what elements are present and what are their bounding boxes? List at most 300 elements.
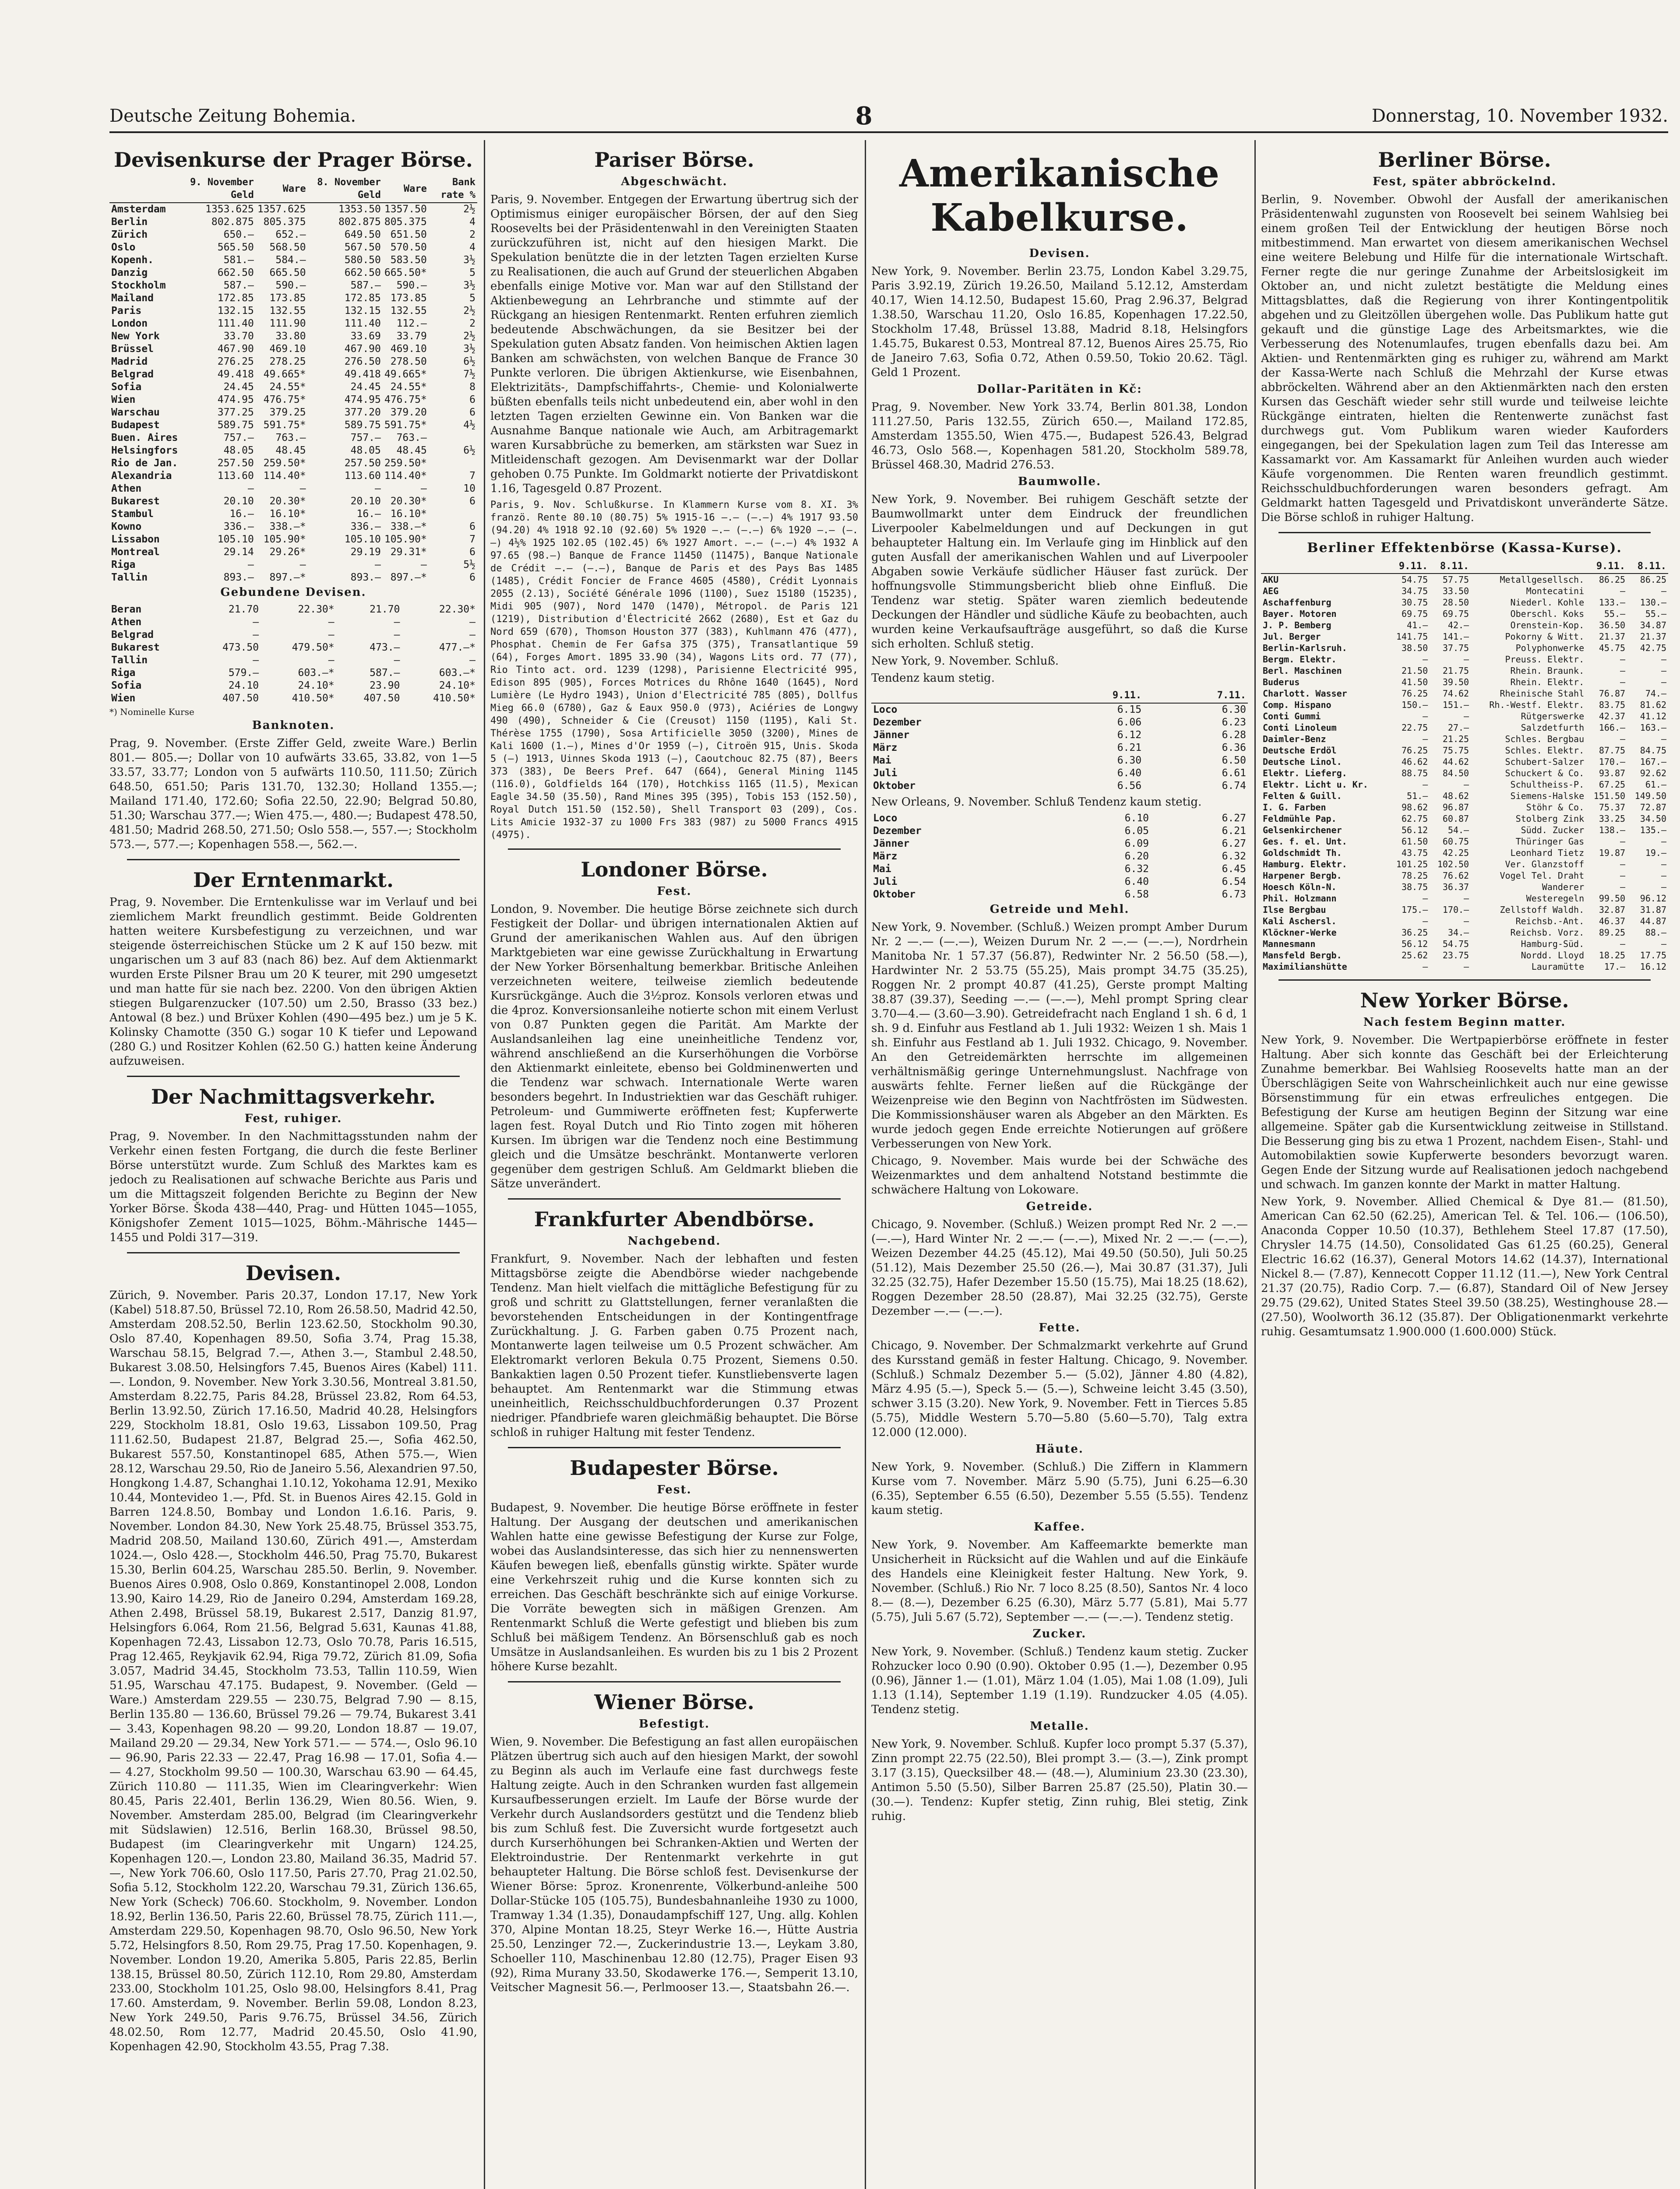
table-cell: 805.375 xyxy=(263,216,306,228)
column-rule xyxy=(1254,140,1256,2189)
table-cell: — xyxy=(1620,836,1626,847)
table-cell: 579.— xyxy=(228,667,259,679)
table-cell: — xyxy=(1661,882,1666,892)
table-cell: 1353.50 xyxy=(338,204,381,215)
londoner-boerse-text: London, 9. November. Die heutige Börse zeichnete sich durch Festigkeit der Dollar- und übrigen internationalen Aktien auf Grund der amerikanischen Wahlen aus. Auf den übrigen Marktgebieten war eine gewisse Zurückhaltung in Erwartung der New Yorker Börsenhaltung bemerkbar. Britische Anleihen verzeichneten weitere, teilweise ziemlich bedeutende Kursrückgänge. Auch die 3½proz. Konsols verloren etwas und die 4proz. Konversionsanleihe notierte schon mit einem Verlust von 0.87 Punkten gegen die Parität. Am Markte der Auslandsanleihen lag eine uneinheitliche Tendenz vor, während anschließend an die Kurserhöhungen die Vorbörse den Aktienmarkt einleitete, ebenso bei Goldminenwerten und die Tendenz war schwach. Internationale Werte waren besonders begehrt. In Industriektien war das Geschäft ruhiger. Petroleum- und Gummiwerte eröffneten fest; Kupferwerte lagen fest. Royal Dutch und Rio Tinto zogen mit höheren Kursen. Im übrigen war die Tendenz noch eine Bestimmung gleich und die Umsätze beschränkt. Montanwerte verloren gegenüber dem gestrigen Schluß. Am Geldmarkt blieben die Sätze unverändert. xyxy=(490,903,858,1190)
table-cell: Schultheiss-P. xyxy=(1510,779,1585,790)
table-cell: — xyxy=(328,655,335,666)
table-cell: 379.20 xyxy=(390,407,427,418)
baumwolle-subheading: Baumwolle. xyxy=(1018,475,1102,488)
table-cell: 24.10* xyxy=(298,680,335,691)
table-cell: — xyxy=(328,616,335,628)
table-row xyxy=(871,780,1248,792)
table-cell: Schles. Bergbau xyxy=(1505,734,1585,744)
table-cell: Hamburg-Süd. xyxy=(1521,939,1585,949)
table-row xyxy=(109,203,477,216)
table-cell: 581.— xyxy=(223,254,254,266)
table-row xyxy=(109,419,477,432)
table-cell: New York xyxy=(111,331,160,342)
table-row xyxy=(109,603,477,616)
table-cell: — xyxy=(1661,654,1666,665)
table-cell: 6 xyxy=(469,546,475,558)
getreide-mehl-text: New York, 9. November. (Schluß.) Weizen prompt Amber Durum Nr. 2 —.— (—.—), Weizen Durum Nr. 2 —.— (—.—), Nordrhein Manitoba Nr. 1 57.37 (56.87), Redwinter Nr. 2 56.50 (58.—), Hardwinter Nr. 2 53.75 (55.25), Mais prompt 34.75 (35.25), Roggen Nr. 2 prompt 40.87 (41.25), Gerste prompt Malting 38.87 (39.37), Seeding —.— (—.—), Mehl prompt Spring clear 3.70—4.— (3.60—3.90). Getreidefracht nach England 1 sh. 6 d, 1 sh. 9 d. Einfuhr aus Festland ab 1. Juli 1932: Weizen 1 sh. Mais 1 sh. Einfuhr aus Festland ab 1. Juli 1932. Chicago, 9. November. An den Getreidemärkten herrschte im allgemeinen verhältnismäßig geringe Unternehmungslust. Nachfrage von auswärts fehlte. Ferner ließen auf die Rückgänge der Weizenpreise wie den Beginn von Nachtfrösten im Südwesten. Die Kommissionshäuser waren als Abgeber an den Märkten. Es wurde jedoch gegen Ende erreichte Notierungen auf größere Verbesserungen von New York. xyxy=(871,921,1248,1151)
table-cell: 570.50 xyxy=(390,242,427,253)
table-cell: 56.12 xyxy=(1401,939,1428,949)
table-cell: März xyxy=(873,851,898,862)
table-cell: Hoesch Köln-N. xyxy=(1263,882,1337,892)
table-cell: 6.54 xyxy=(1222,876,1246,887)
banknoten-text: Prag, 9. November. (Erste Ziffer Geld, zweite Ware.) Berlin 801.— 805.—; Dollar von 10 aufwärts 33.65, 33.82, von 1—5 33.57, 33.77; London von 5 aufwärts 110.50, 111.50; Zürich 648.50, 651.50; Paris 131.70, 132.30; Holland 1355.—; Mailand 171.40, 172.60; Sofia 22.50, 22.90; Belgrad 50.80, 51.30; Warschau 377.—; Wien 475.—, 480.—; Budapest 478.50, 481.50; Madrid 268.50, 271.50; Oslo 558.—, 557.—; Stockholm 573.—, 577.—; Kopenhagen 558.—, 562.—. xyxy=(109,737,477,851)
table-row xyxy=(871,767,1248,780)
table-cell: 74.62 xyxy=(1442,688,1469,699)
table-cell: 591.75* xyxy=(263,419,306,431)
table-cell: Reichsb. Vorz. xyxy=(1510,927,1585,938)
table-cell: 151.— xyxy=(1442,700,1469,710)
column-2 xyxy=(490,140,858,2189)
table-cell: 41.12 xyxy=(1640,711,1666,721)
divider xyxy=(508,848,841,850)
table-cell: 17.75 xyxy=(1640,950,1666,961)
table-cell: Kali Aschersl. xyxy=(1263,916,1337,926)
table-cell: 377.25 xyxy=(217,407,254,418)
table-cell: 6.74 xyxy=(1222,780,1246,792)
table-row xyxy=(1261,950,1668,961)
table-cell: 48.05 xyxy=(223,445,254,456)
table-cell: Stolberg Zink xyxy=(1515,813,1585,824)
column-header: Ware xyxy=(256,175,308,203)
table-cell: Rütgerswerke xyxy=(1521,711,1585,721)
table-cell: 5½ xyxy=(463,559,475,570)
gebundene-devisen-heading: Gebundene Devisen. xyxy=(220,586,366,599)
table-cell: 259.50* xyxy=(384,458,427,469)
column-header: 9.11. xyxy=(1388,560,1430,574)
table-cell: Comp. Hispano xyxy=(1263,700,1331,710)
table-cell: Westeregeln xyxy=(1526,893,1585,904)
table-cell: 49.418 xyxy=(217,369,254,380)
table-cell: Bukarest xyxy=(111,496,160,507)
nominal-note: *) Nominelle Kurse xyxy=(109,707,194,717)
table-cell: Preuss. Elektr. xyxy=(1505,654,1585,665)
table-cell: 130.— xyxy=(1640,597,1666,608)
table-cell: 81.62 xyxy=(1640,700,1666,710)
table-cell: 7 xyxy=(469,470,475,482)
devisen-subheading: Devisen. xyxy=(1029,247,1090,260)
table-cell: 2½ xyxy=(463,305,475,317)
table-row xyxy=(1261,756,1668,767)
table-cell: — xyxy=(394,629,400,641)
table-cell: — xyxy=(1620,586,1626,596)
table-cell: 30.75 xyxy=(1401,597,1428,608)
table-cell xyxy=(429,432,477,444)
table-cell: Harpener Bergb. xyxy=(1263,870,1342,881)
table-cell: — xyxy=(1464,654,1469,665)
table-cell: Oberschl. Koks xyxy=(1510,609,1585,619)
table-cell: — xyxy=(1464,893,1469,904)
table-cell: 21.37 xyxy=(1599,631,1626,642)
table-cell: 580.50 xyxy=(344,254,381,266)
column-header: 7.11. xyxy=(1143,688,1248,703)
table-cell: 21.25 xyxy=(1442,734,1469,744)
table-cell: 32.87 xyxy=(1599,904,1626,915)
table-row xyxy=(109,457,477,470)
table-cell: Montreal xyxy=(111,546,160,558)
table-row xyxy=(109,482,477,495)
table-cell: 20.30* xyxy=(390,496,427,507)
table-cell: 22.30* xyxy=(439,604,475,615)
column-1 xyxy=(109,140,477,2189)
table-cell: 78.25 xyxy=(1401,870,1428,881)
table-cell: 170.— xyxy=(1442,904,1469,915)
table-row xyxy=(1261,688,1668,699)
table-cell: Orenstein-Kop. xyxy=(1510,620,1585,630)
table-cell: Vogel Tel. Draht xyxy=(1500,870,1585,881)
table-cell: Schuckert & Co. xyxy=(1505,768,1585,778)
table-cell: 407.50 xyxy=(363,693,400,704)
table-cell: 173.85 xyxy=(390,292,427,304)
table-cell: 477.—* xyxy=(439,642,475,653)
table-cell: 1357.625 xyxy=(257,204,306,215)
table-cell: Lissabon xyxy=(111,534,160,545)
table-cell: 587.— xyxy=(223,280,254,291)
table-row xyxy=(109,692,477,705)
divider xyxy=(127,1076,460,1077)
table-cell: Budapest xyxy=(111,419,160,431)
metalle-text: New York, 9. November. Schluß. Kupfer loco prompt 5.37 (5.37), Zinn prompt 22.75 (22.50), Blei prompt 3.— (3.—), Zink prompt 3.17 (3.15), Quecksilber 48.— (48.—), Aluminium 23.30 (23.30), Antimon 5.50 (5.50), Silber Barren 25.87 (25.50), Platin 30.— (30.—). Tendenz: Kupfer stetig, Zinn ruhig, Blei stetig, Zink ruhig. xyxy=(871,1738,1248,1823)
table-cell: Riga xyxy=(111,667,136,679)
table-cell: — xyxy=(420,483,427,494)
divider xyxy=(508,1447,841,1448)
table-cell: Oslo xyxy=(111,242,136,253)
table-cell: 6.27 xyxy=(1222,813,1246,824)
table-cell: 55.— xyxy=(1604,609,1626,619)
table-cell: 38.75 xyxy=(1401,882,1428,892)
table-cell: 469.10 xyxy=(390,343,427,355)
table-cell: 763.— xyxy=(275,432,306,443)
table-cell xyxy=(429,457,477,470)
table-row xyxy=(109,667,477,679)
table-cell: Pokorny & Witt. xyxy=(1505,631,1585,642)
table-cell: 113.60 xyxy=(344,470,381,482)
table-cell: 67.25 xyxy=(1599,779,1626,790)
table-cell: Danzig xyxy=(111,267,148,278)
table-cell: 6.05 xyxy=(1124,825,1149,837)
divider xyxy=(1278,532,1651,533)
table-cell: 105.10 xyxy=(217,534,254,545)
table-cell: 6 xyxy=(469,407,475,418)
wiener-boerse-text: Wien, 9. November. Die Befestigung an fast allen europäischen Plätzen übertrug sich auch auf den hiesigen Markt, der sowohl zu Beginn als auch im Verlaufe eine fast durchwegs feste Haltung zeigte. Auch in den Schranken wurden fast allgemein Kursaufbesserungen erzielt. Im Laufe der Börse wurde der Verkehr durch Auslandsorders gestützt und die Tendenz blieb bis zum Schluß fest. Die Zuversicht wurde fortgesetzt auch durch Kurserhöhungen bei Schranken-Aktien und Werten der Elektroindustrie. Der Rentenmarkt verkehrte in gut behaupteter Haltung. Die Börse schloß fest. Devisenkurse der Wiener Börse: 5proz. Kronenrente, Völkerbund-anleihe 500 Dollar-Stücke 105 (105.75), Bundesbahnanleihe 1930 zu 1000, Tramway 1.34 (1.35), Donaudampfschiff 127, Ung. allg. Kohlen 370, Alpine Montan 18.25, Steyr Werke 16.—, Hütte Austria 25.50, Lenzinger 72.—, Zuckerindustrie 13.—, Leykam 3.80, Schoeller 110, Maschinenbau 12.80 (12.75), Prager Eisen 93 (92), Rima Murany 33.50, Skodawerke 176.—, Semperit 13.10, Veitscher Magnesit 56.—, Perlmooser 13.—, Staatsbahn 26.—. xyxy=(490,1735,858,1994)
table-cell: 651.50 xyxy=(390,229,427,240)
table-cell: 42.37 xyxy=(1599,711,1626,721)
table-cell: 379.25 xyxy=(269,407,306,418)
table-cell: Madrid xyxy=(111,356,148,367)
table-cell: 338.—* xyxy=(390,521,427,532)
table-cell: 29.26* xyxy=(269,546,306,558)
nachmittagsverkehr-heading: Der Nachmittagsverkehr. xyxy=(151,1085,436,1109)
table-cell: Rhein. Braunk. xyxy=(1510,665,1585,676)
table-cell: 48.45 xyxy=(396,445,427,456)
table-cell: 75.37 xyxy=(1599,802,1626,813)
table-cell: Warschau xyxy=(111,407,160,418)
table-cell: 20.30* xyxy=(269,496,306,507)
table-cell: 38.50 xyxy=(1401,643,1428,653)
table-cell: — xyxy=(328,629,335,641)
table-row xyxy=(109,616,477,629)
table-cell: — xyxy=(1661,870,1666,881)
table-cell: — xyxy=(253,655,259,666)
table-cell: 21.70 xyxy=(228,604,259,615)
table-cell: 4 xyxy=(469,216,475,228)
table-cell: 93.87 xyxy=(1599,768,1626,778)
orleans-baumwolle-label: New Orleans, 9. November. Schluß Tendenz kaum stetig. xyxy=(871,795,1202,809)
column-header: Bank rate % xyxy=(429,175,477,203)
table-cell: Gelsenkirchener xyxy=(1263,825,1342,835)
table-cell: 5 xyxy=(469,267,475,278)
devisen-text: Zürich, 9. November. Paris 20.37, London 17.17, New York (Kabel) 518.87.50, Brüssel 72.10, Rom 26.58.50, Madrid 42.50, Amsterdam 208.52.50, Berlin 123.62.50, Stockholm 90.30, Oslo 87.40, Kopenhagen 89.50, Sofia 3.74, Prag 15.38, Warschau 58.15, Belgrad 7.—, Athen 3.—, Stambul 2.48.50, Bukarest 3.08.50, Helsingfors 7.45, Buenos Aires (Kabel) 111.—. London, 9. November. New York 3.30.56, Montreal 3.81.50, Amsterdam 8.22.75, Paris 84.28, Brüssel 23.82, Rom 64.53, Berlin 13.92.50, Zürich 17.16.50, Madrid 40.28, Helsingfors 229, Stockholm 18.81, Oslo 19.63, Lissabon 109.50, Prag 111.62.50, Budapest 21.87, Belgrad 25.—, Sofia 462.50, Bukarest 557.50, Konstantinopel 685, Athen 575.—, Wien 28.12, Warschau 29.50, Rio de Janeiro 5.56, Alexandrien 97.50, Hongkong 1.4.87, Schanghai 1.10.12, Yokohama 12.91, Mexiko 10.44, Montevideo 1.—, Pfd. St. in Buenos Aires 42.15. Gold in Barren 124.8.50, Bombay und London 1.6.16. Paris, 9. November. London 84.30, New York 25.48.75, Brüssel 353.75, Madrid 208.50, Mailand 130.60, Zürich 491.—, Amsterdam 1024.—, Oslo 428.—, Stockholm 446.50, Prag 75.70, Bukarest 15.30, Berlin 604.25, Warschau 285.50. Berlin, 9. November. Buenos Aires 0.908, Oslo 0.869, Konstantinopel 2.008, London 13.90, Kairo 14.29, Rio de Janeiro 0.294, Amsterdam 169.28, Athen 2.498, Brüssel 58.19, Bukarest 2.517, Danzig 81.97, Helsingfors 6.064, Rom 21.56, Belgrad 5.631, Kaunas 41.88, Kopenhagen 72.43, Lissabon 12.73, Oslo 70.78, Paris 16.515, Prag 12.465, Reykjavik 62.94, Riga 79.72, Zürich 81.09, Sofia 3.057, Madrid 34.45, Stockholm 73.53, Tallin 110.59, Wien 51.95, Warschau 47.175. Budapest, 9. November. (Geld — Ware.) Amsterdam 229.55 — 230.75, Belgrad 7.90 — 8.15, Berlin 135.80 — 136.60, Brüssel 79.26 — 79.74, Bukarest 3.41 — 3.43, Kopenhagen 98.20 — 99.20, London 18.87 — 19.07, Mailand 29.20 — 29.34, New York 571.— — 574.—, Oslo 96.10 — 96.90, Paris 22.33 — 22.47, Prag 16.98 — 17.01, Sofia 4.— — 4.27, Stockholm 99.50 — 100.30, Warschau 63.90 — 64.45, Zürich 110.80 — 111.35, Wien im Clearingverkehr: Wien 80.45, Paris 22.401, Berlin 136.29, Wien 80.56. Wien, 9. November. Amsterdam 285.00, Belgrad (im Clearingverkehr mit Südslawien) 12.516, Berlin 168.30, Brüssel 98.50, Budapest (im Clearingverkehr mit Ungarn) 124.25, Kopenhagen 120.—, London 23.80, Mailand 36.35, Madrid 57.—, New York 706.60, Oslo 117.50, Paris 27.70, Prag 21.02.50, Sofia 5.12, Stockholm 122.20, Warschau 79.31, Zürich 136.65, New York (Scheck) 706.60. Stockholm, 9. November. London 18.92, Berlin 136.50, Paris 22.60, Brüssel 78.75, Zürich 111.—, Amsterdam 229.50, Kopenhagen 98.70, Oslo 96.50, New York 5.72, Helsingfors 8.50, Rom 29.75, Prag 17.50. Kopenhagen, 9. November. London 19.20, Amerika 5.805, Paris 22.85, Berlin 138.15, Brüssel 80.50, Zürich 112.10, Rom 29.80, Amsterdam 233.00, Stockholm 101.25, Oslo 98.00, Helsingfors 8.41, Prag 17.60. Amsterdam, 9. November. Berlin 59.08, London 8.23, New York 249.50, Paris 9.76.75, Brüssel 34.56, Zürich 48.02.50, Rom 12.77, Madrid 20.45.50, Oslo 41.90, Kopenhagen 42.90, Stockholm 43.55, Prag 7.38. xyxy=(109,1289,477,2053)
table-cell: Südd. Zucker xyxy=(1521,825,1585,835)
table-row xyxy=(1261,938,1668,950)
table-cell: Berl. Maschinen xyxy=(1263,665,1342,676)
table-cell: 46.62 xyxy=(1401,757,1428,767)
table-cell: 34.75 xyxy=(1401,586,1428,596)
table-cell: 34.87 xyxy=(1640,620,1666,630)
table-cell: 584.— xyxy=(275,254,306,266)
table-cell: Thüringer Gas xyxy=(1515,836,1585,847)
table-cell: 34.— xyxy=(1448,927,1469,938)
table-cell: Niederl. Kohle xyxy=(1510,597,1585,608)
table-cell: 662.50 xyxy=(217,267,254,278)
table-cell: 114.40* xyxy=(384,470,427,482)
devisenkurse-heading: Devisenkurse der Prager Börse. xyxy=(114,148,473,172)
table-row xyxy=(1261,870,1668,881)
newyorker-boerse-text: New York, 9. November. Die Wertpapierbörse eröffnete in fester Haltung. Aber sich konnte das Geschäft bei der Erleichterung Zunahme bemerkbar. Bei Wahlsieg Roosevelts hatte man an der Überschlägigen Seite von Wahrscheinlichkeit auch nur eine gewisse Börsenstimmung für ein etwas erfreuliches entgegen. Die Befestigung der Kurse am heutigen Beginn der Sitzung war eine allgemeine. Später gab die Kursentwicklung zeitweise in Stillstand. Die Besserung ging bis zu etwa 1 Prozent, nachdem Eisen-, Stahl- und Automobilaktien sowie Kupferwerte besonders bevorzugt waren. Gegen Ende der Sitzung wurde auf Realisationen jedoch nachgebend und schwach. Im ganzen konnte der Markt in matter Haltung. xyxy=(1261,1034,1668,1191)
table-cell: 2 xyxy=(469,318,475,329)
table-cell: 48.62 xyxy=(1442,791,1469,801)
devisenkurse-table xyxy=(109,175,477,584)
table-row xyxy=(109,654,477,667)
table-cell: 22.30* xyxy=(298,604,335,615)
table-cell: 43.75 xyxy=(1401,848,1428,858)
table-cell: Elektr. Lieferg. xyxy=(1263,768,1347,778)
table-row xyxy=(1261,619,1668,631)
table-cell: Amsterdam xyxy=(111,204,166,215)
haeute-text: New York, 9. November. (Schluß.) Die Ziffern in Klammern Kurse vom 7. November. März 5.90 (5.75), Juni 6.25—6.30 (6.35), September 6.55 (6.50), Dezember 5.55 (5.55). Tendenz kaum stetig. xyxy=(871,1461,1248,1517)
table-cell: 407.50 xyxy=(222,693,259,704)
newyorker-boerse-heading: New Yorker Börse. xyxy=(1360,989,1569,1012)
table-cell: Conti Linoleum xyxy=(1263,722,1337,733)
table-cell: Stöhr & Co. xyxy=(1526,802,1585,813)
effektenboerse-heading: Berliner Effektenbörse (Kassa-Kurse). xyxy=(1307,540,1622,556)
table-cell: 114.40* xyxy=(263,470,306,482)
table-cell: 24.10* xyxy=(439,680,475,691)
table-cell: 6.45 xyxy=(1222,863,1246,875)
newyork-devisen-text: New York, 9. November. Berlin 23.75, London Kabel 3.29.75, Paris 3.92.19, Zürich 19.26.50, Mailand 5.12.12, Amsterdam 40.17, Wien 14.12.50, Budapest 15.60, Prag 2.96.37, Belgrad 1.38.50, Warschau 11.20, Oslo 16.85, Kopenhagen 17.22.50, Stockholm 17.48, Brüssel 13.88, Madrid 8.18, Helsingfors 1.45.75, Bukarest 0.53, Montreal 87.12, Buenos Aires 25.75, Rio de Janeiro 7.63, Sofia 0.72, Athen 0.59.50, Tokio 20.62. Tägl. Geld 1 Prozent. xyxy=(871,265,1248,379)
table-cell: Jänner xyxy=(873,838,910,849)
table-row xyxy=(871,703,1248,716)
table-cell: 338.—* xyxy=(269,521,306,532)
table-row xyxy=(109,355,477,368)
table-cell: I. G. Farben xyxy=(1263,802,1326,813)
table-cell: 101.25 xyxy=(1396,859,1428,869)
table-cell: 42.75 xyxy=(1640,643,1666,653)
table-row xyxy=(871,742,1248,754)
table-cell: — xyxy=(394,655,400,666)
table-row xyxy=(1261,813,1668,824)
table-cell: 567.50 xyxy=(344,242,381,253)
table-row xyxy=(109,343,477,355)
table-cell: 33.69 xyxy=(350,331,381,342)
table-cell: 105.90* xyxy=(384,534,427,545)
table-cell: Bukarest xyxy=(111,642,160,653)
divider xyxy=(127,1252,460,1253)
table-cell: 111.40 xyxy=(344,318,381,329)
table-cell: Loco xyxy=(873,813,898,824)
table-cell: — xyxy=(1423,654,1428,665)
table-cell: Montecatini xyxy=(1526,586,1585,596)
table-cell: 96.87 xyxy=(1442,802,1469,813)
table-cell: 474.95 xyxy=(344,394,381,405)
table-cell: 410.50* xyxy=(433,693,475,704)
table-row xyxy=(1261,904,1668,915)
table-cell: — xyxy=(375,483,381,494)
table-cell: Jul. Berger xyxy=(1263,631,1321,642)
table-cell: 69.75 xyxy=(1401,609,1428,619)
table-cell: 377.20 xyxy=(344,407,381,418)
dollar-paritaeten-subheading: Dollar-Paritäten in Kč: xyxy=(977,383,1142,396)
table-cell: 45.75 xyxy=(1599,643,1626,653)
table-cell: 29.19 xyxy=(350,546,381,558)
table-cell: Wanderer xyxy=(1542,882,1585,892)
table-cell: Salzdetfurth xyxy=(1521,722,1585,733)
table-row xyxy=(1261,631,1668,642)
table-cell: Stambul xyxy=(111,508,154,520)
table-cell: — xyxy=(1620,654,1626,665)
table-cell: 278.25 xyxy=(269,356,306,367)
table-cell: 31.87 xyxy=(1640,904,1666,915)
table-cell: Sofia xyxy=(111,680,142,691)
column-header: 8. November Geld xyxy=(308,175,383,203)
table-cell: 111.90 xyxy=(269,318,306,329)
table-cell: Zürich xyxy=(111,229,148,240)
table-cell: 75.75 xyxy=(1442,745,1469,756)
table-cell: Athen xyxy=(111,483,142,494)
table-row xyxy=(1261,927,1668,938)
table-cell xyxy=(429,508,477,521)
zucker-subheading: Zucker. xyxy=(1032,1627,1087,1640)
table-row xyxy=(109,381,477,394)
table-cell: — xyxy=(1620,665,1626,676)
table-cell: Goldschmidt Th. xyxy=(1263,848,1342,858)
table-cell: Athen xyxy=(111,616,142,628)
table-cell: 6.36 xyxy=(1222,742,1246,753)
table-cell: 48.45 xyxy=(275,445,306,456)
wiener-boerse-heading: Wiener Börse. xyxy=(594,1690,754,1714)
table-cell: Buen. Aires xyxy=(111,432,178,443)
table-cell: London xyxy=(111,318,148,329)
table-row xyxy=(1261,915,1668,927)
table-cell: 893.— xyxy=(223,572,254,583)
table-cell: 56.12 xyxy=(1401,825,1428,835)
table-cell: 23.75 xyxy=(1442,950,1469,961)
table-cell: 1357.50 xyxy=(384,204,427,215)
table-row xyxy=(109,254,477,267)
table-cell: 6.15 xyxy=(1117,704,1142,715)
table-cell: Sofia xyxy=(111,381,142,393)
table-row xyxy=(1261,779,1668,790)
table-row xyxy=(109,317,477,330)
table-cell: 469.10 xyxy=(269,343,306,355)
table-row xyxy=(109,679,477,692)
table-cell: 6 xyxy=(469,496,475,507)
divider xyxy=(508,1681,841,1682)
table-cell: 99.50 xyxy=(1599,893,1626,904)
table-cell: 24.55* xyxy=(269,381,306,393)
haeute-subheading: Häute. xyxy=(1035,1443,1084,1456)
newyork-baumwolle-label: New York, 9. November. Schluß. xyxy=(871,655,1059,668)
berliner-boerse-subheading: Fest, später abbröckelnd. xyxy=(1373,175,1557,188)
table-cell: — xyxy=(469,629,475,641)
table-cell: 132.55 xyxy=(269,305,306,317)
table-cell: Maximilianshütte xyxy=(1263,961,1347,972)
table-row xyxy=(871,876,1248,888)
zucker-text: New York, 9. November. (Schluß.) Tendenz kaum stetig. Zucker Rohzucker loco 0.90 (0.90). Oktober 0.95 (1.—), Dezember 0.95 (0.96), Jänner 1.— (1.01), März 1.04 (1.05), Mai 1.08 (1.09), Juli 1.13 (1.14), September 1.19 (1.19). Rundzucker 4.05 (4.05). Tendenz stetig. xyxy=(871,1645,1248,1716)
column-header xyxy=(1471,560,1586,574)
gebundene-devisen-table xyxy=(109,603,477,705)
issue-date: Donnerstag, 10. November 1932. xyxy=(1371,106,1668,126)
amerikanische-kabelkurse-heading: Amerikanische Kabelkurse. xyxy=(899,151,1220,240)
table-cell: — xyxy=(1661,939,1666,949)
table-cell: 76.25 xyxy=(1401,688,1428,699)
table-row xyxy=(109,432,477,444)
table-cell: 6.10 xyxy=(1124,813,1149,824)
table-cell: Ver. Glanzstoff xyxy=(1505,859,1585,869)
table-cell: 336.— xyxy=(350,521,381,532)
table-cell: 60.75 xyxy=(1442,836,1469,847)
table-cell: 568.50 xyxy=(269,242,306,253)
table-cell: Riga xyxy=(111,559,136,570)
table-cell: — xyxy=(1620,677,1626,687)
table-cell: 2 xyxy=(469,229,475,240)
table-row xyxy=(109,641,477,654)
table-cell: — xyxy=(1464,916,1469,926)
table-cell: 6½ xyxy=(463,356,475,367)
table-cell: Aschaffenburg xyxy=(1263,597,1331,608)
table-cell: 3½ xyxy=(463,343,475,355)
orleans-baumwolle-table xyxy=(871,812,1248,901)
column-4 xyxy=(1261,140,1668,2189)
table-cell: Oktober xyxy=(873,780,916,792)
table-cell: 24.45 xyxy=(350,381,381,393)
table-cell: 29.14 xyxy=(223,546,254,558)
table-cell: — xyxy=(1661,586,1666,596)
table-cell: 49.665* xyxy=(384,369,427,380)
table-cell: Conti Gummi xyxy=(1263,711,1321,721)
table-cell: 33.80 xyxy=(275,331,306,342)
table-cell: Feldmühle Pap. xyxy=(1263,813,1337,824)
table-cell: 6.30 xyxy=(1222,704,1246,715)
table-cell: 83.75 xyxy=(1599,700,1626,710)
nachmittagsverkehr-text: Prag, 9. November. In den Nachmittagsstunden nahm der Verkehr einen festen Fortgang, die durch die feste Berliner Börse unterstützt wurde. Zum Schluß des Marktes kam es jedoch zu Realisationen auf schwache Berichte aus Paris und um die Mittagszeit folgenden Berichte zu Beginn der New Yorker Börse. Škoda 438—440, Prag- und Hütten 1045—1055, Königshofer Zement 1015—1025, Böhm.-Mährische 1445—1455 und Poldi 317—319. xyxy=(109,1130,477,1244)
table-cell: Beran xyxy=(111,604,142,615)
table-row xyxy=(871,850,1248,863)
divider xyxy=(1278,979,1651,981)
table-cell: 897.—* xyxy=(269,572,306,583)
table-cell: Buderus xyxy=(1263,677,1300,687)
table-cell: 102.50 xyxy=(1437,859,1469,869)
table-cell: 757.— xyxy=(350,432,381,443)
frankfurter-abendboerse-heading: Frankfurter Abendbörse. xyxy=(534,1207,815,1231)
table-cell: — xyxy=(1423,916,1428,926)
table-cell: AEG xyxy=(1263,586,1279,596)
